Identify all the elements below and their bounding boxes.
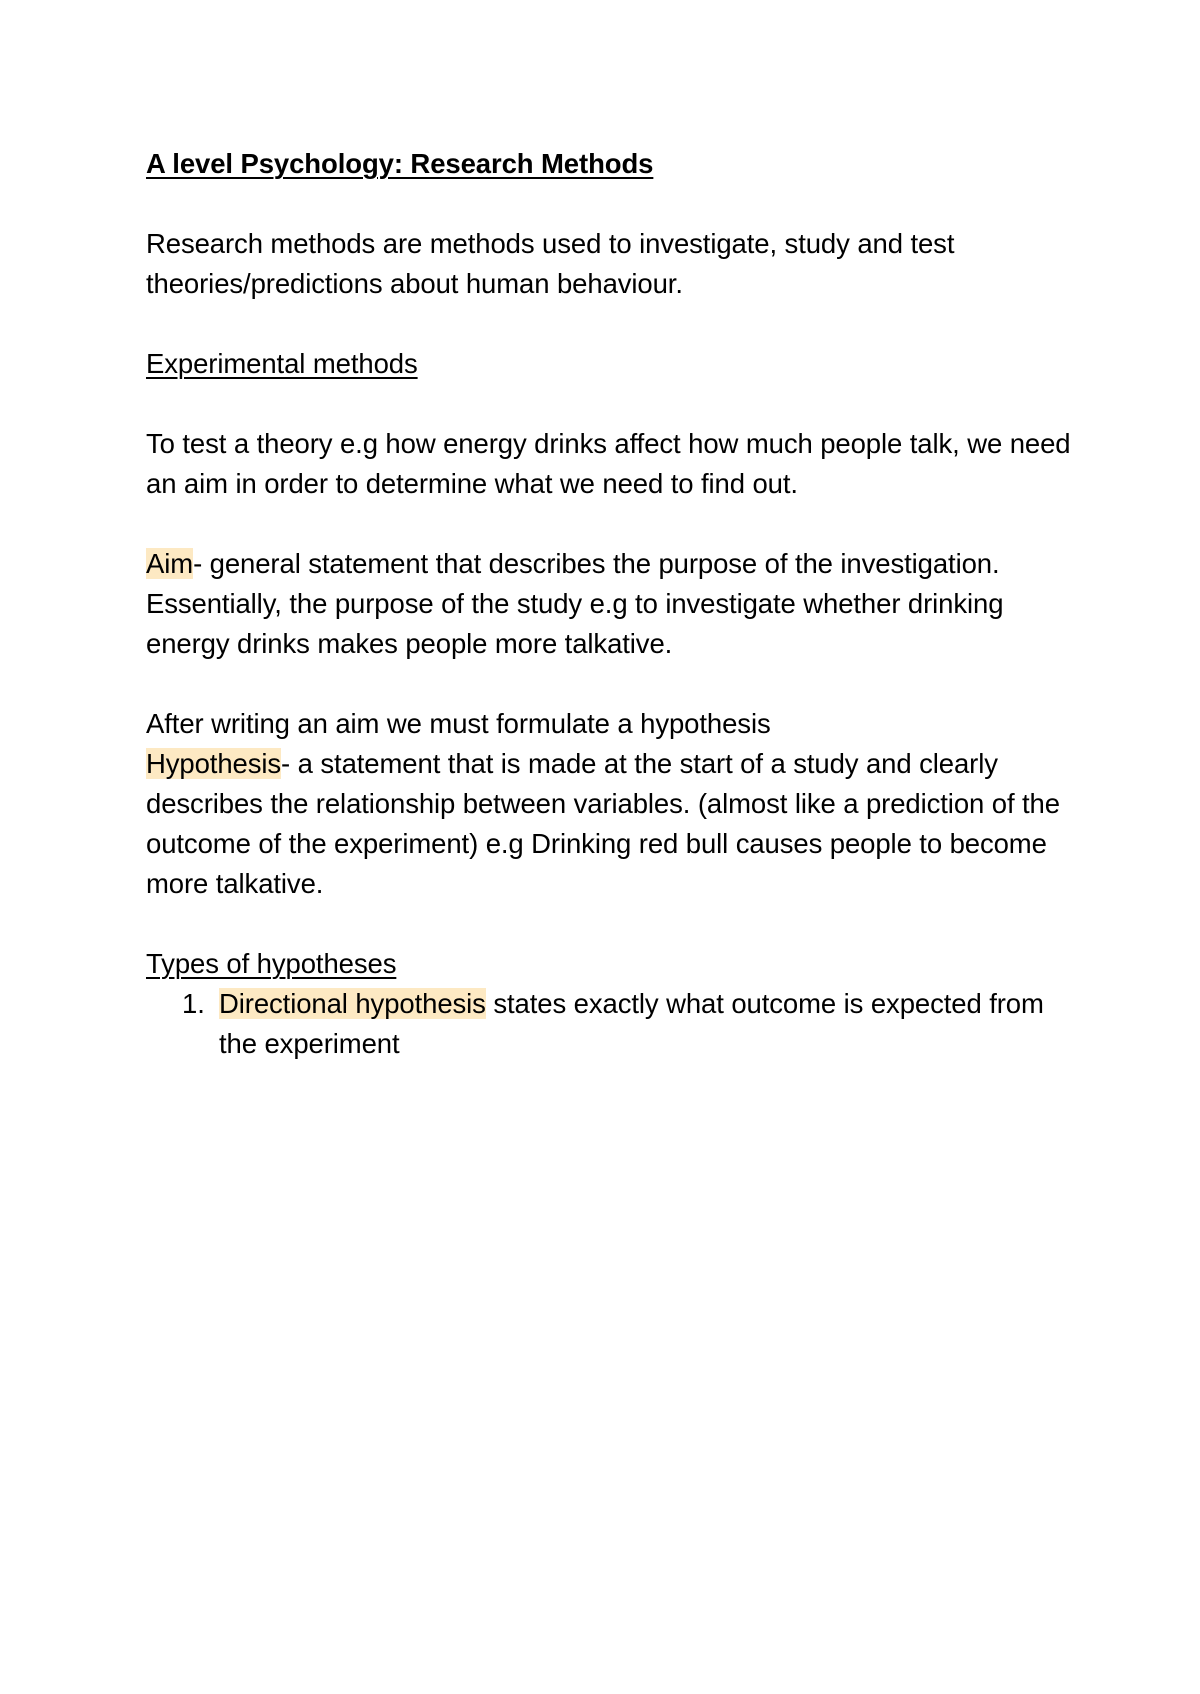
hypothesis-term-highlight: Hypothesis	[146, 748, 282, 779]
document-body	[146, 144, 1076, 1064]
after-aim-paragraph: After writing an aim we must formulate a hypothesis	[146, 708, 771, 739]
spacer	[146, 184, 1076, 224]
directional-hypothesis-term-highlight: Directional hypothesis	[219, 988, 486, 1019]
list-item-number: 1.	[182, 988, 205, 1019]
hypothesis-definition: - a statement that is made at the start of a study and clearly describes the relationship between variables. (almost like a prediction of the outcome of the experiment) e.g Drinking red bull causes people to become more talkative.	[146, 748, 1060, 899]
hypotheses-list	[146, 984, 1076, 1064]
intro-paragraph: Research methods are methods used to investigate, study and test theories/predictions about human behaviour.	[146, 228, 955, 299]
aim-definition: - general statement that describes the purpose of the investigation. Essentially, the purpose of the study e.g to investigate whether drinking energy drinks makes people more talkative.	[146, 548, 1004, 659]
aim-paragraph	[146, 544, 1076, 664]
spacer	[146, 384, 1076, 424]
list-item-text: states exactly what outcome is expected from the experiment	[219, 988, 1044, 1059]
aim-term-highlight: Aim	[146, 548, 194, 579]
spacer	[146, 304, 1076, 344]
section-heading-types-of-hypotheses: Types of hypotheses	[146, 948, 397, 979]
spacer	[146, 664, 1076, 704]
section-heading-experimental-methods: Experimental methods	[146, 348, 418, 379]
list-item	[146, 984, 1076, 1064]
test-theory-paragraph: To test a theory e.g how energy drinks affect how much people talk, we need an aim in order to determine what we need to find out.	[146, 428, 1071, 499]
spacer	[146, 504, 1076, 544]
hypothesis-paragraph	[146, 744, 1076, 904]
spacer	[146, 904, 1076, 944]
document-title: A level Psychology: Research Methods	[146, 148, 654, 179]
